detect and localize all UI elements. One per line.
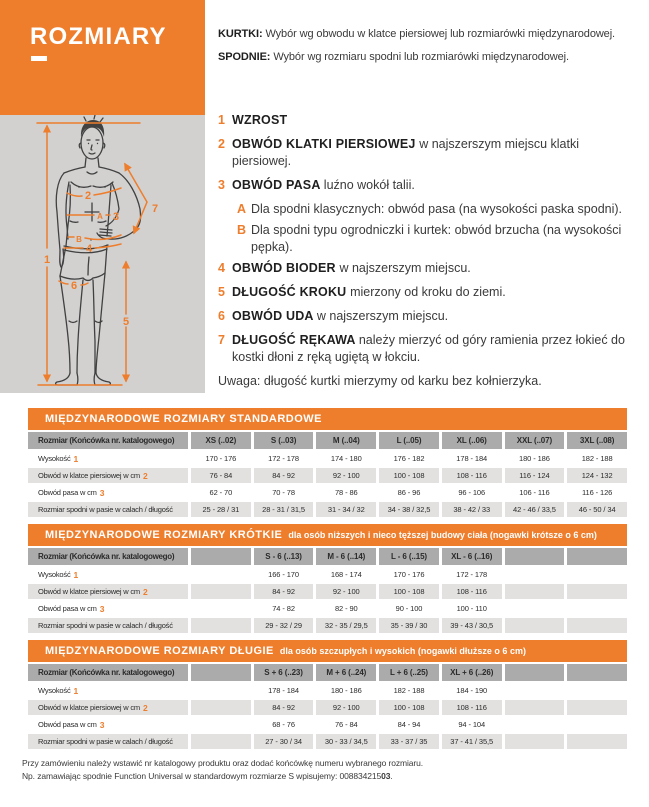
marker-6-label: 6 xyxy=(70,280,78,292)
measurement-list xyxy=(218,112,640,390)
table-row xyxy=(28,584,627,599)
size-cell xyxy=(191,717,251,732)
measurement-heading: DŁUGOŚĆ RĘKAWA xyxy=(232,333,359,347)
table-row xyxy=(28,683,627,698)
row-label-number: 3 xyxy=(99,487,105,498)
size-cell: 82 - 90 xyxy=(334,604,358,613)
column-header: S + 6 (..23) xyxy=(254,664,314,681)
column-header xyxy=(567,548,627,565)
size-cell: 90 - 100 xyxy=(395,604,423,613)
table-header-row xyxy=(28,664,627,681)
measurement-note: Uwaga: długość kurtki mierzymy od karku bez kołnierzyka. xyxy=(218,374,542,388)
column-header: XXL (..07) xyxy=(505,432,565,449)
size-cell xyxy=(567,618,627,633)
table-row xyxy=(28,618,627,633)
size-cell xyxy=(567,584,627,599)
size-cell: 178 - 184 xyxy=(268,686,299,695)
marker-b-label: B xyxy=(76,235,82,244)
marker-7-label: 7 xyxy=(151,203,159,215)
size-cell: 38 - 42 / 33 xyxy=(442,502,502,517)
size-cell: 68 - 76 xyxy=(272,720,295,729)
figure-panel xyxy=(0,115,205,393)
size-cell: 108 - 116 xyxy=(442,584,502,599)
measurement-text: Dla spodni typu ogrodniczki i kurtek: obwód brzucha (na wysokości pępka). xyxy=(251,223,622,254)
measurement-number: 3 xyxy=(218,178,225,192)
measurement-item xyxy=(218,260,640,277)
size-cell: 100 - 108 xyxy=(379,468,439,483)
footer xyxy=(22,757,632,782)
size-cell: 116 - 126 xyxy=(582,488,613,497)
column-header: XS (..02) xyxy=(191,432,251,449)
size-cell: 42 - 46 / 33,5 xyxy=(505,502,565,517)
size-cell: 180 - 186 xyxy=(330,686,362,695)
size-cell: 25 - 28 / 31 xyxy=(191,502,251,517)
body-measurement-illustration xyxy=(0,115,205,393)
size-cell: 30 - 33 / 34,5 xyxy=(316,734,376,749)
column-header: M - 6 (..14) xyxy=(316,548,376,565)
row-label-number: 1 xyxy=(73,685,79,696)
marker-a-label: A xyxy=(97,212,103,221)
size-cell: 46 - 50 / 34 xyxy=(567,502,627,517)
column-header: S - 6 (..13) xyxy=(254,548,314,565)
row-label: Obwód w klatce piersiowej w cm 2 xyxy=(28,468,188,483)
row-label: Wysokość 1 xyxy=(38,685,79,696)
size-cell: 70 - 78 xyxy=(272,488,295,497)
size-cell xyxy=(191,700,251,715)
column-header xyxy=(567,664,627,681)
table-subtitle: dla osób niższych i nieco tęższej budowy ciała (nogawki krótsze o 6 cm) xyxy=(288,530,597,540)
row-label: Obwód pasa w cm 3 xyxy=(38,487,105,498)
measurement-item xyxy=(218,332,640,366)
measurement-item xyxy=(218,177,640,194)
table-header-row xyxy=(28,548,627,565)
measurement-heading: OBWÓD PASA xyxy=(232,178,324,192)
size-cell: 86 - 96 xyxy=(397,488,421,497)
footer-catalog-suffix: 03 xyxy=(381,770,391,781)
size-cell: 182 - 188 xyxy=(393,686,425,695)
size-cell xyxy=(567,700,627,715)
size-cell: 172 - 178 xyxy=(268,454,299,463)
measurement-text: w najszerszym miejscu. xyxy=(339,261,471,275)
size-cell xyxy=(505,700,565,715)
size-cell: 168 - 174 xyxy=(330,570,362,579)
table-title-band xyxy=(28,408,627,430)
table-row xyxy=(28,485,627,500)
size-cell: 29 - 32 / 29 xyxy=(254,618,314,633)
measurement-text: należy mierzyć od góry ramienia przez łokieć do kostki dłoni z ręką ugiętą w łokciu. xyxy=(232,333,625,364)
size-cell: 92 - 100 xyxy=(316,584,376,599)
measurement-items xyxy=(218,112,640,366)
row-label: Rozmiar spodni w pasie w calach / długość xyxy=(28,618,188,633)
table-title: MIĘDZYNARODOWE ROZMIARY DŁUGIE xyxy=(45,645,274,657)
size-cell: 92 - 100 xyxy=(316,700,376,715)
intro-label: KURTKI: xyxy=(218,28,263,40)
chest-line xyxy=(67,188,121,196)
marker-2-label: 2 xyxy=(84,190,92,202)
sub-measurement-item xyxy=(237,201,640,218)
column-header: XL + 6 (..26) xyxy=(442,664,502,681)
size-cell: 37 - 41 / 35,5 xyxy=(442,734,502,749)
size-tables xyxy=(28,408,627,756)
column-header: M + 6 (..24) xyxy=(316,664,376,681)
footer-line2-period: . xyxy=(390,770,393,781)
size-cell: 184 - 190 xyxy=(456,686,488,695)
column-header: XL (..06) xyxy=(442,432,502,449)
measurement-number: B xyxy=(237,223,247,237)
measurement-item xyxy=(218,284,640,301)
size-cell: 166 - 170 xyxy=(268,570,299,579)
column-header xyxy=(191,548,251,565)
sleeve-arrow xyxy=(125,164,147,233)
size-cell: 124 - 132 xyxy=(567,468,627,483)
column-header: S (..03) xyxy=(254,432,314,449)
measurement-item xyxy=(218,112,640,129)
marker-4-label: 4 xyxy=(85,243,93,255)
size-cell: 84 - 92 xyxy=(254,700,314,715)
column-header: M (..04) xyxy=(316,432,376,449)
column-header: L - 6 (..15) xyxy=(379,548,439,565)
size-table xyxy=(28,524,627,633)
measurement-labels xyxy=(44,190,158,328)
figure-outline xyxy=(56,115,141,385)
size-cell: 84 - 92 xyxy=(254,468,314,483)
size-cell: 74 - 82 xyxy=(272,604,295,613)
measurement-text: Dla spodni klasycznych: obwód pasa (na wysokości paska spodni). xyxy=(251,202,623,216)
table-row xyxy=(28,734,627,749)
footer-line2 xyxy=(22,770,632,783)
measurement-item xyxy=(218,308,640,325)
table-row xyxy=(28,601,627,616)
size-cell: 62 - 70 xyxy=(209,488,233,497)
column-header: L (..05) xyxy=(379,432,439,449)
measurement-number: A xyxy=(237,202,247,216)
row-label-header: Rozmiar (Końcówka nr. katalogowego) xyxy=(28,548,188,565)
size-cell xyxy=(191,734,251,749)
row-label-header: Rozmiar (Końcówka nr. katalogowego) xyxy=(28,664,188,681)
marker-3-label: 3 xyxy=(112,211,120,223)
size-cell xyxy=(567,683,627,698)
measurement-number: 6 xyxy=(218,309,225,323)
size-cell: 92 - 100 xyxy=(316,468,376,483)
size-cell: 94 - 104 xyxy=(458,720,486,729)
column-header: XL - 6 (..16) xyxy=(442,548,502,565)
hip-line xyxy=(64,244,121,248)
intro-section xyxy=(218,27,642,73)
size-cell: 116 - 124 xyxy=(505,468,565,483)
page-title: ROZMIARY xyxy=(30,23,167,50)
size-cell xyxy=(505,734,565,749)
row-label: Rozmiar spodni w pasie w calach / długość xyxy=(28,502,188,517)
row-label-number: 3 xyxy=(99,603,105,614)
table-row xyxy=(28,502,627,517)
size-cell xyxy=(191,683,251,698)
marker-1-label: 1 xyxy=(43,254,51,266)
size-cell: 78 - 86 xyxy=(334,488,358,497)
size-cell: 108 - 116 xyxy=(442,468,502,483)
size-cell: 32 - 35 / 29,5 xyxy=(316,618,376,633)
size-cell xyxy=(505,618,565,633)
size-cell: 174 - 180 xyxy=(330,454,362,463)
size-cell xyxy=(505,601,565,616)
size-cell: 100 - 108 xyxy=(379,584,439,599)
measurement-number: 7 xyxy=(218,333,225,347)
table-title: MIĘDZYNARODOWE ROZMIARY KRÓTKIE xyxy=(45,529,283,541)
table-title: MIĘDZYNARODOWE ROZMIARY STANDARDOWE xyxy=(45,413,323,425)
size-cell xyxy=(567,601,627,616)
measurement-number: 5 xyxy=(218,285,225,299)
size-cell: 84 - 92 xyxy=(254,584,314,599)
size-cell xyxy=(191,567,251,582)
table-row xyxy=(28,468,627,483)
row-label: Obwód w klatce piersiowej w cm 2 xyxy=(28,700,188,715)
measurement-number: 1 xyxy=(218,113,225,127)
size-cell: 31 - 34 / 32 xyxy=(316,502,376,517)
size-cell: 172 - 178 xyxy=(456,570,488,579)
measurement-heading: OBWÓD UDA xyxy=(232,309,317,323)
sub-measurement-item xyxy=(237,222,640,256)
row-label: Obwód pasa w cm 3 xyxy=(38,603,105,614)
footer-line1: Przy zamówieniu należy wstawić nr katalogowy produktu oraz dodać końcówkę numeru wybranego rozmiaru. xyxy=(22,758,424,768)
size-cell: 76 - 84 xyxy=(334,720,358,729)
size-cell: 33 - 37 / 35 xyxy=(379,734,439,749)
brand-header xyxy=(0,0,205,115)
table-header-row xyxy=(28,432,627,449)
size-cell: 178 - 184 xyxy=(456,454,488,463)
measurement-heading: DŁUGOŚĆ KROKU xyxy=(232,285,351,299)
table-row xyxy=(28,567,627,582)
table-subtitle: dla osób szczupłych i wysokich (nogawki dłuższe o 6 cm) xyxy=(279,646,526,656)
measurement-text: w najszerszym miejscu klatki piersiowej. xyxy=(232,137,579,168)
row-label: Rozmiar spodni w pasie w calach / długość xyxy=(28,734,188,749)
row-label: Wysokość 1 xyxy=(38,569,79,580)
measurement-heading: OBWÓD KLATKI PIERSIOWEJ xyxy=(232,137,420,151)
size-table xyxy=(28,408,627,517)
measurement-text: mierzony od kroku do ziemi. xyxy=(350,285,506,299)
size-cell: 170 - 176 xyxy=(393,570,425,579)
size-cell xyxy=(191,584,251,599)
intro-line: SPODNIE: Wybór wg rozmiaru spodni lub rozmiarówki międzynarodowej. xyxy=(218,51,569,63)
row-label-number: 2 xyxy=(142,702,148,713)
measurement-heading: WZROST xyxy=(232,113,288,127)
size-table xyxy=(28,640,627,749)
title-underline xyxy=(31,56,47,61)
row-label: Obwód pasa w cm 3 xyxy=(38,719,105,730)
size-cell: 39 - 43 / 30,5 xyxy=(442,618,502,633)
column-header xyxy=(191,664,251,681)
column-header: L + 6 (..25) xyxy=(379,664,439,681)
row-label-number: 1 xyxy=(73,453,79,464)
size-cell: 180 - 186 xyxy=(519,454,550,463)
table-title-band xyxy=(28,524,627,546)
table-title-band xyxy=(28,640,627,662)
column-header xyxy=(505,548,565,565)
size-cell: 76 - 84 xyxy=(191,468,251,483)
size-cell xyxy=(505,567,565,582)
column-header: 3XL (..08) xyxy=(567,432,627,449)
table-row xyxy=(28,717,627,732)
size-cell xyxy=(505,717,565,732)
size-cell xyxy=(567,567,627,582)
size-cell: 96 - 106 xyxy=(458,488,486,497)
size-cell xyxy=(505,683,565,698)
size-cell: 182 - 188 xyxy=(581,454,613,463)
size-cell: 28 - 31 / 31,5 xyxy=(254,502,314,517)
table-row xyxy=(28,451,627,466)
size-cell: 100 - 108 xyxy=(379,700,439,715)
size-cell: 170 - 176 xyxy=(205,454,237,463)
row-label: Obwód w klatce piersiowej w cm 2 xyxy=(28,584,188,599)
row-label-number: 2 xyxy=(142,470,148,481)
size-cell: 106 - 116 xyxy=(519,488,550,497)
row-label-number: 1 xyxy=(73,569,79,580)
row-label-number: 3 xyxy=(99,719,105,730)
intro-line: KURTKI: Wybór wg obwodu w klatce piersiowej lub rozmiarówki międzynarodowej. xyxy=(218,28,615,40)
row-label: Wysokość 1 xyxy=(38,453,79,464)
row-label-number: 2 xyxy=(142,586,148,597)
marker-5-label: 5 xyxy=(122,316,130,328)
row-label-header: Rozmiar (Końcówka nr. katalogowego) xyxy=(28,432,188,449)
size-cell: 35 - 39 / 30 xyxy=(379,618,439,633)
measurement-text: w najszerszym miejscu. xyxy=(316,309,449,323)
size-cell: 108 - 116 xyxy=(442,700,502,715)
size-cell xyxy=(567,734,627,749)
size-cell: 100 - 110 xyxy=(456,604,487,613)
column-header xyxy=(505,664,565,681)
size-cell xyxy=(191,618,251,633)
size-cell: 34 - 38 / 32,5 xyxy=(379,502,439,517)
measurement-text: luźno wokół talii. xyxy=(323,178,415,192)
measurement-heading: OBWÓD BIODER xyxy=(232,261,340,275)
size-cell: 84 - 94 xyxy=(397,720,421,729)
size-cell xyxy=(191,601,251,616)
size-cell: 176 - 182 xyxy=(393,454,425,463)
footer-line2-text: Np. zamawiając spodnie Function Universal w standardowym rozmiarze S wpisujemy: 008834215 xyxy=(22,770,382,781)
size-cell xyxy=(567,717,627,732)
measurement-number: 4 xyxy=(218,261,225,275)
size-cell xyxy=(505,584,565,599)
measurement-number: 2 xyxy=(218,137,225,151)
size-cell: 27 - 30 / 34 xyxy=(254,734,314,749)
table-row xyxy=(28,700,627,715)
measurement-item xyxy=(218,136,640,170)
intro-label: SPODNIE: xyxy=(218,51,271,63)
